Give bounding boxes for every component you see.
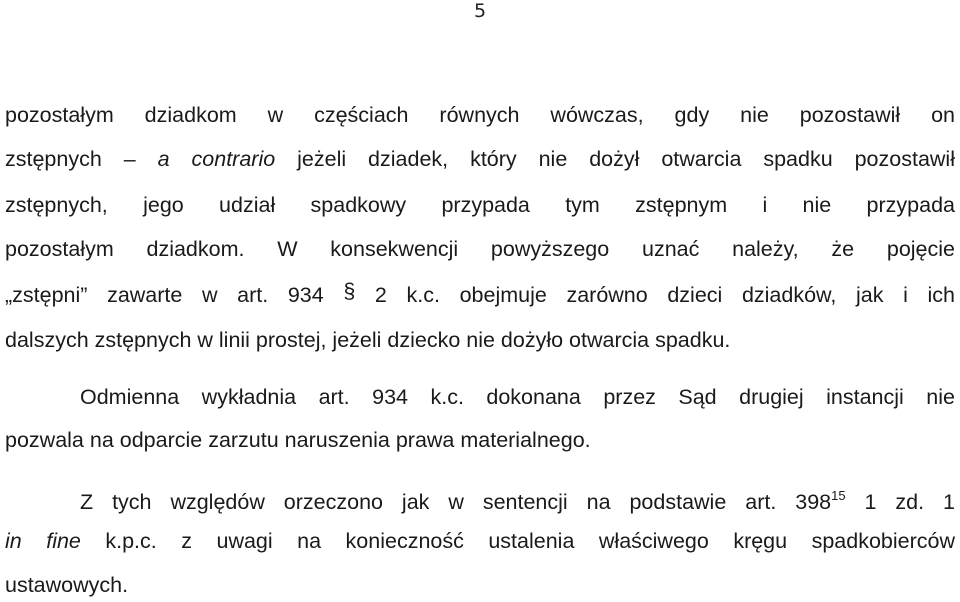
paragraph-line: ustawowych.: [5, 573, 129, 597]
line-text: „zstępni” zawarte w art. 934: [5, 283, 344, 307]
page-number: 5: [473, 0, 487, 22]
section-sign: §: [343, 279, 356, 303]
paragraph-line: [5, 526, 955, 556]
line-text: k.p.c. z uwagi na konieczność ustalenia właściwego kręgu spadkobierców: [80, 529, 956, 553]
paragraph-line: zstępnych, jego udział spadkowy przypada tym zstępnym i nie przypada: [5, 193, 955, 217]
paragraph-line: pozwala na odparcie zarzutu naruszenia prawa materialnego.: [5, 428, 591, 452]
line-text: jeżeli dziadek, który nie dożył otwarcia spadku pozostawił: [275, 147, 955, 171]
paragraph-line: pozostałym dziadkom. W konsekwencji powyższego uznać należy, że pojęcie: [5, 237, 955, 261]
italic-phrase: in fine: [5, 529, 81, 553]
italic-phrase: a contrario: [157, 147, 276, 171]
paragraph-line: pozostałym dziadkom w częściach równych wówczas, gdy nie pozostawił on: [5, 103, 955, 127]
paragraph-line: [80, 482, 955, 515]
paragraph-line: [5, 280, 955, 310]
paragraph-line: dalszych zstępnych w linii prostej, jeżeli dziecko nie dożyło otwarcia spadku.: [5, 328, 731, 352]
paragraph-line: [5, 144, 955, 174]
line-text: zstępnych –: [5, 147, 158, 171]
paragraph-line: Odmienna wykładnia art. 934 k.c. dokonana przez Sąd drugiej instancji nie: [80, 385, 955, 409]
superscript: 15: [831, 488, 846, 503]
line-text: 2 k.c. obejmuje zarówno dzieci dziadków, jak i ich: [355, 283, 955, 307]
line-text: 1 zd. 1: [845, 490, 955, 515]
line-text: Z tych względów orzeczono jak w sentencji na podstawie art. 398: [80, 490, 832, 515]
